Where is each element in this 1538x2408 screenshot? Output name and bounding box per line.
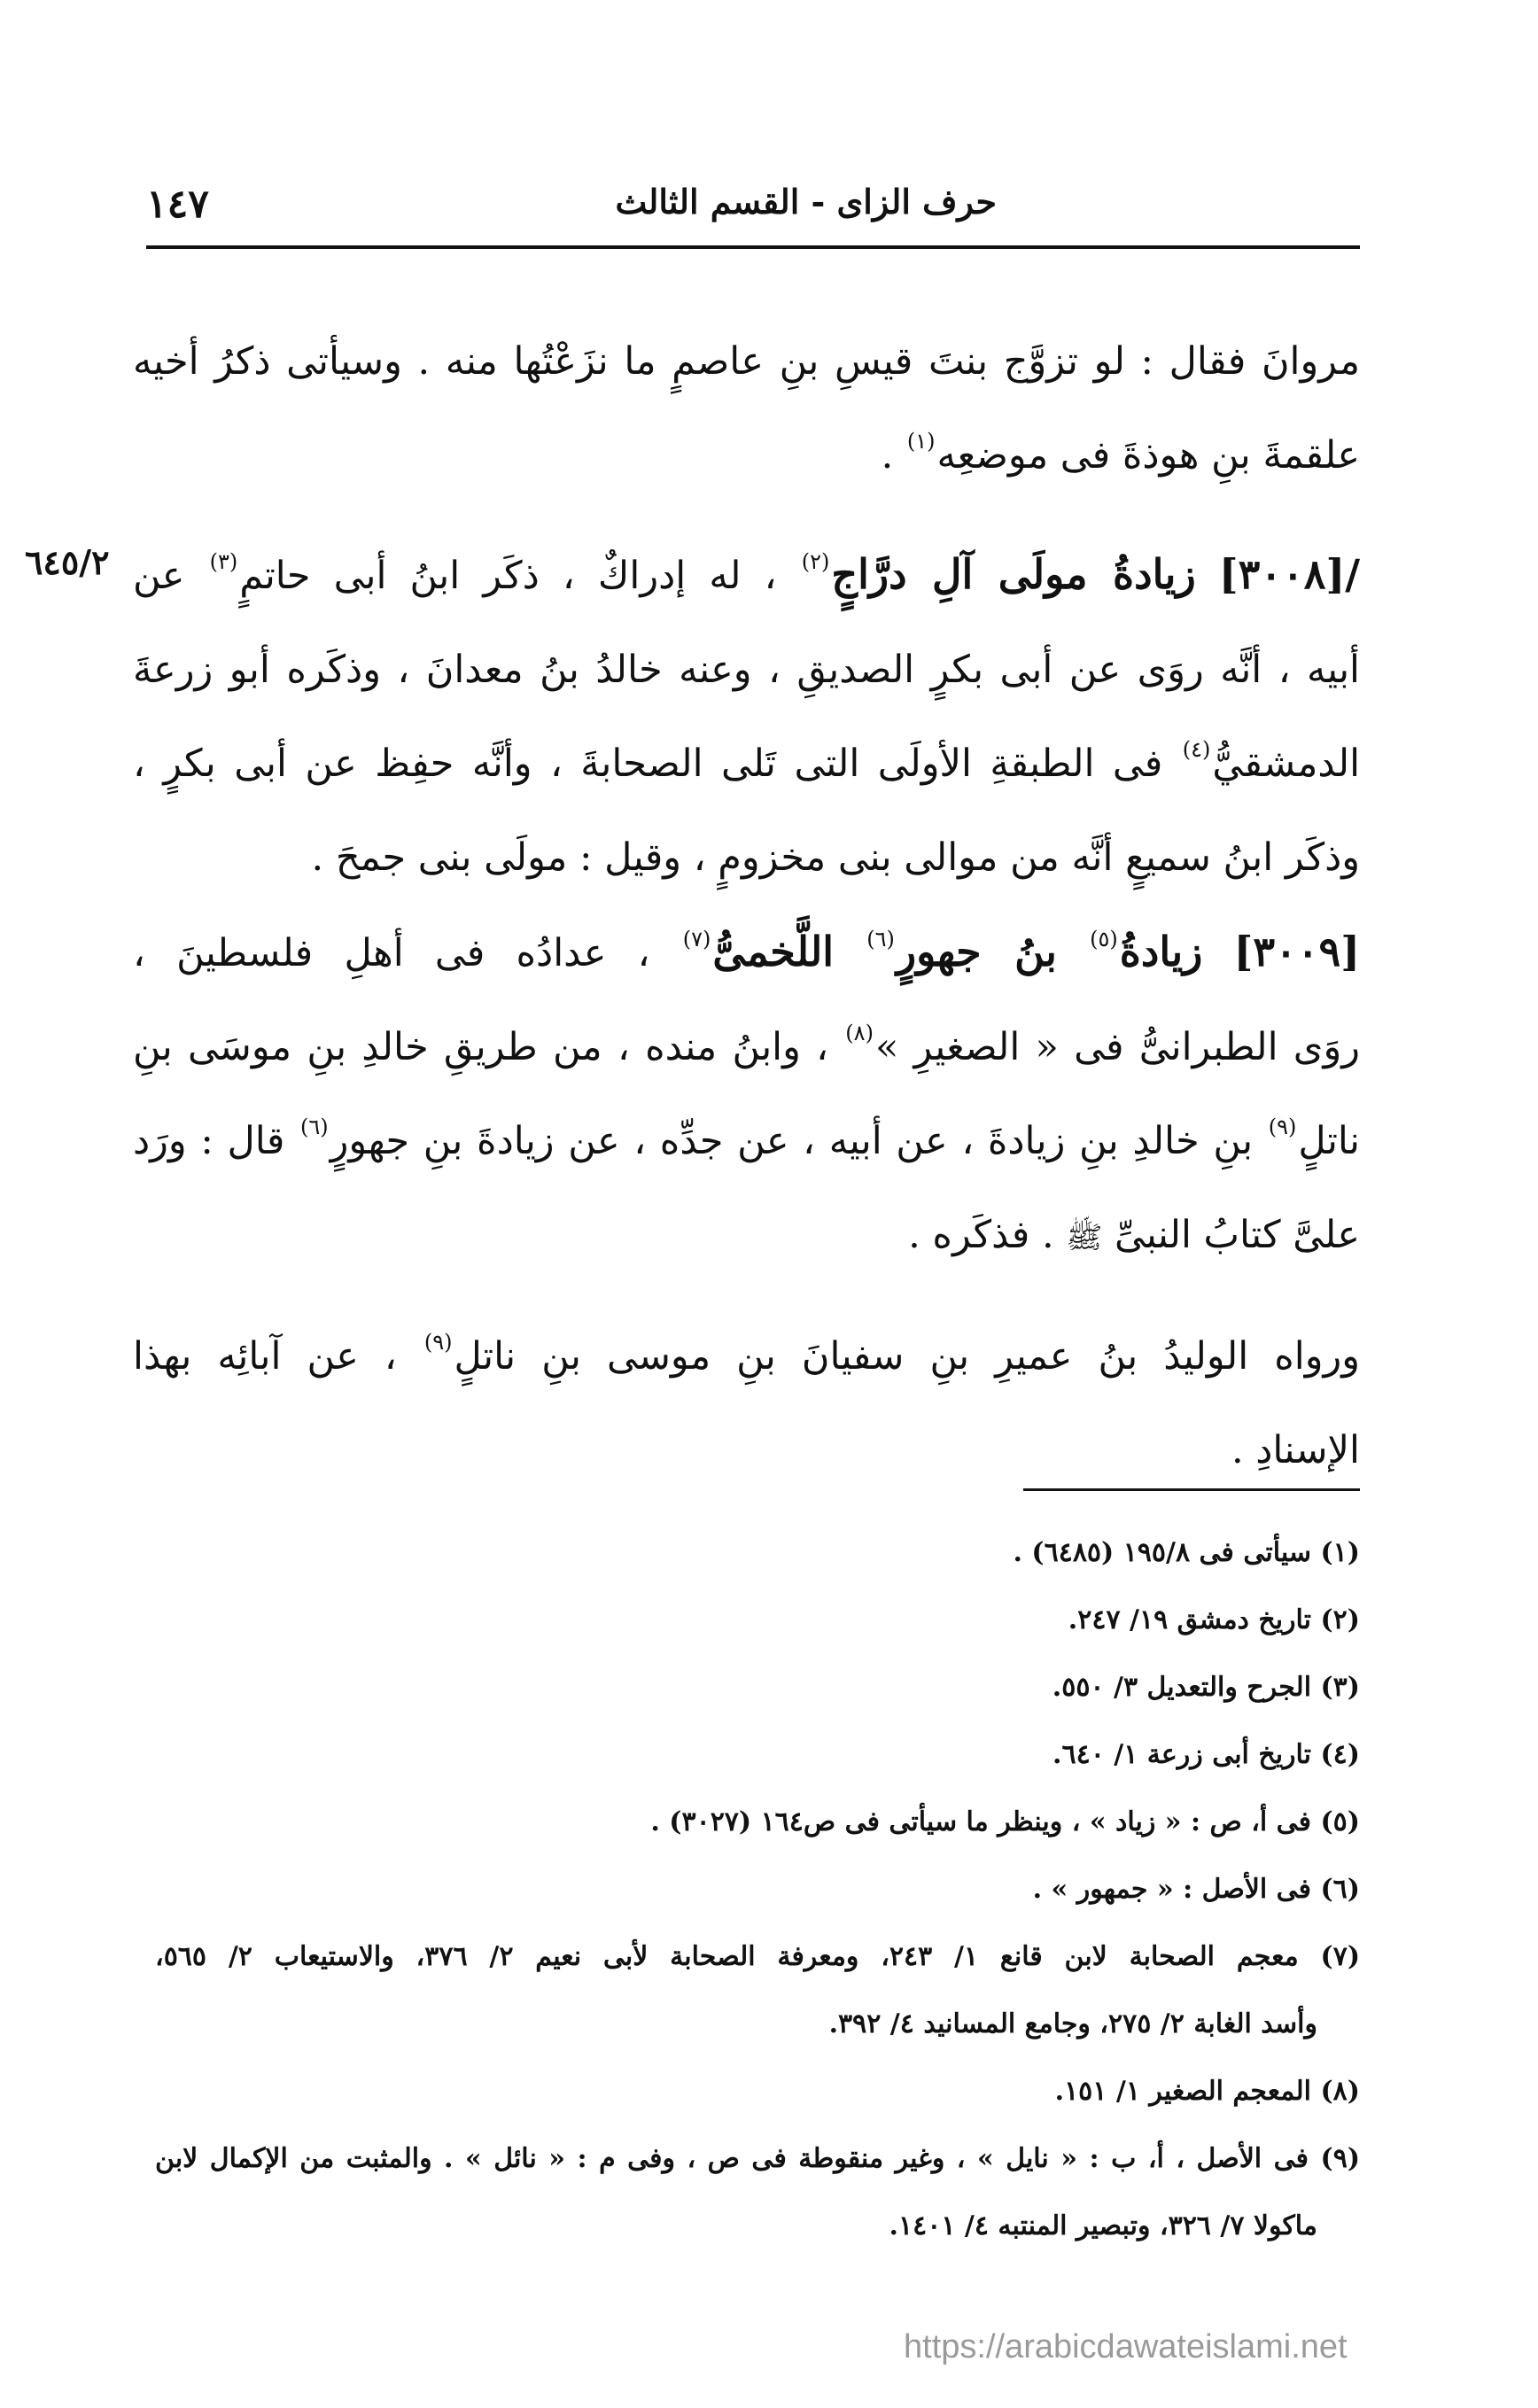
text-line: وذكَر ابنُ سميعٍ أنَّه من موالى بنى مخزومٍ ، وقيل : مولَى بنى جمحَ . <box>311 835 1360 880</box>
entry-3009 <box>133 905 1360 1285</box>
main-text <box>133 315 1360 1497</box>
footnote-ref: (٦) <box>300 1115 329 1139</box>
text-line: روَى الطبرانىُّ فى « الصغيرِ »$^{(٨)}$ ، وابنُ منده ، من طريقِ خالدِ بنِ موسَى بنِ <box>133 1021 1360 1069</box>
footnote-8: (٨) المعجم الصغير ١/ ١٥١. <box>1054 2076 1360 2107</box>
header-rule <box>146 245 1360 249</box>
footnote-9: (٩) فى الأصل ، أ، ب : « نايل » ، وغير منقوطة فى ص ، وفى م : « نائل » . والمثبت من الإكمال لابن <box>155 2143 1361 2174</box>
text-line: علقمةَ بنِ هوذةَ فى موضعِه$^{(١)}$ . <box>881 429 1360 478</box>
entry-name-part: بنُ جهورٍ <box>896 928 1057 975</box>
text-line: [٣٠٠٩] زيادةُ$^{(٥)}$ بنُ جهورٍ$^{(٦)}$ اللَّخمىُّ$^{(٧)}$ ، عدادُه فى أهلِ فلسطينَ ، <box>133 927 1360 975</box>
spacer <box>133 1285 1360 1309</box>
footnote-3: (٣) الجرح والتعديل ٣/ ٥٥٠. <box>1052 1672 1360 1703</box>
footnote-1: (١) سيأتى فى ١٩٥/٨ (٦٤٨٥) . <box>1013 1537 1360 1568</box>
entry-nisba: اللَّخمىُّ <box>712 928 835 975</box>
footnote-4: (٤) تاريخ أبى زرعة ١/ ٦٤٠. <box>1053 1739 1360 1770</box>
page-number: ١٤٧ <box>146 182 209 227</box>
footnote-ref: (١) <box>906 429 936 454</box>
paragraph-riwaya <box>133 1309 1360 1497</box>
spacer <box>133 502 1360 527</box>
margin-volume-page-note: ٦٤٥/٢ <box>25 542 110 582</box>
running-header <box>146 182 1360 235</box>
entry-prefix-mark: / <box>1345 550 1361 598</box>
footnote-5: (٥) فى أ، ص : « زياد » ، وينظر ما سيأتى فى ص١٦٤ (٣٠٢٧) . <box>650 1806 1360 1837</box>
footnote-ref: (٣) <box>209 549 238 574</box>
header-title: حرف الزاى - القسم الثالث <box>615 182 997 221</box>
footnote-7-cont: وأسد الغابة ٢/ ٢٧٥، وجامع المسانيد ٤/ ٣٩٢. <box>828 2008 1317 2039</box>
text-line: /[٣٠٠٨] زيادةُ مولَى آلِ درَّاجٍ$^{(٢)}$ ، له إدراكٌ ، ذكَر ابنُ أبى حاتمٍ$^{(٣)}$ عن <box>133 549 1361 598</box>
footnote-ref: (٤) <box>1182 737 1211 762</box>
entry-name: زيادةُ مولَى آلِ درَّاجٍ <box>831 550 1196 598</box>
footnote-7: (٧) معجم الصحابة لابن قانع ١/ ٢٤٣، ومعرفة الصحابة لأبى نعيم ٢/ ٣٧٦، والاستيعاب ٢/ ٥٦٥، <box>155 1941 1361 1972</box>
footnote-ref: (٩) <box>1268 1115 1297 1139</box>
footnote-ref: (٦) <box>866 927 895 952</box>
text-line: أبيه ، أنَّه روَى عن أبى بكرٍ الصديقِ ، وعنه خالدُ بنُ معدانَ ، وذكَره أبو زرعةَ <box>133 648 1360 692</box>
watermark-url: https://arabicdawateislami.net <box>904 2328 1348 2365</box>
footnote-2: (٢) تاريخ دمشق ١٩/ ٢٤٧. <box>1068 1604 1360 1635</box>
footnote-ref: (٥) <box>1090 927 1118 952</box>
text-line: مروانَ فقال : لو تزوَّج بنتَ قيسِ بنِ عاصمٍ ما نزَعْتُها منه . وسيأتى ذكرُ أخيه <box>133 339 1360 384</box>
footnote-ref: (٢) <box>801 549 830 574</box>
text-line: ناتلٍ$^{(٩)}$ بنِ خالدِ بنِ زيادةَ ، عن أبيه ، عن جدِّه ، عن زيادةَ بنِ جهورٍ$^{(٦)}$ قال : ورَد <box>133 1115 1360 1163</box>
text-line: ورواه الوليدُ بنُ عميرِ بنِ سفيانَ بنِ موسى بنِ ناتلٍ$^{(٩)}$ ، عن آبائِه بهذا <box>133 1330 1361 1379</box>
entry-number: [٣٠٠٨] <box>1218 550 1346 598</box>
entry-name: زيادةُ <box>1119 928 1203 975</box>
text-line: الدمشقيُّ$^{(٤)}$ فى الطبقةِ الأولَى التى تَلى الصحابةَ ، وأنَّه حفِظ عن أبى بكرٍ ، <box>133 737 1361 786</box>
footnote-ref: (٩) <box>423 1330 453 1355</box>
footnote-ref: (٨) <box>845 1021 874 1045</box>
footnote-6: (٦) فى الأصل : « جمهور » . <box>1032 1874 1360 1905</box>
salawat-glyph: ﷺ <box>1066 1220 1103 1255</box>
footnote-ref: (٧) <box>682 927 711 952</box>
text-line: الإسنادِ . <box>1231 1428 1360 1472</box>
entry-3008 <box>133 527 1360 905</box>
text-line: علىَّ كتابُ النبىِّ ﷺ . فذكَره . <box>908 1213 1360 1257</box>
footnotes <box>155 1519 1360 2260</box>
footnote-9-cont: ماكولا ٧/ ٣٢٦، وتبصير المنتبه ٤/ ١٤٠١. <box>889 2210 1317 2241</box>
footnote-separator <box>1023 1488 1360 1491</box>
paragraph-intro <box>133 315 1360 502</box>
entry-number: [٣٠٠٩] <box>1233 928 1360 975</box>
